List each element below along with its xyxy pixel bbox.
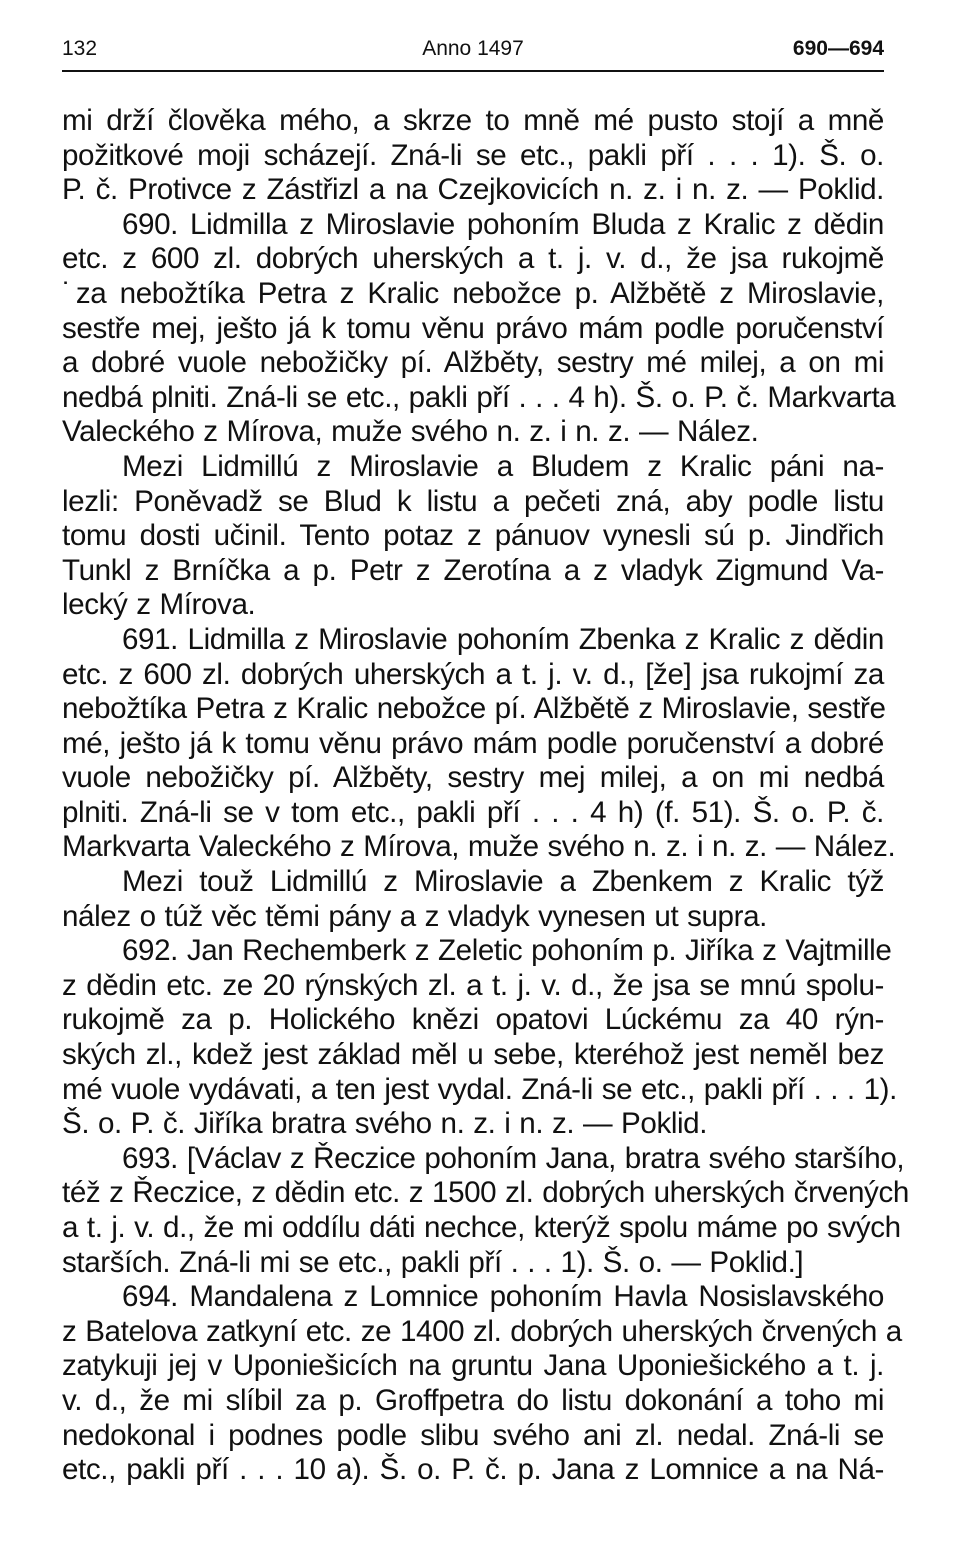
text-line: v. d., že mi slíbil za p. Groffpetra do listu dokonání a toho mi [62, 1383, 884, 1417]
text-line: ˙za nebožtíka Petra z Kralic nebožce p. Alžbětě z Miroslavie, [62, 276, 884, 310]
text-line: Mezi Lidmillú z Miroslavie a Bludem z Kralic páni na- [122, 449, 884, 483]
running-title: Anno 1497 [422, 37, 524, 60]
text-line: z dědin etc. ze 20 rýnských zl. a t. j. v. d., že jsa se mnú spolu- [62, 968, 884, 1002]
text-line: ských zl., kdež jest základ měl u sebe, kteréhož jest neměl bez [62, 1038, 884, 1072]
page-number: 132 [62, 37, 98, 60]
text-line: etc. z 600 zl. dobrých uherských a t. j. v. d., [že] jsa rukojmí za [62, 657, 884, 691]
text-line: 692. Jan Rechemberk z Zeletic pohoním p. Jiříka z Vajtmille [122, 934, 892, 968]
text-line: mi drží člověka mého, a skrze to mně mé pusto stojí a mně [62, 104, 884, 137]
text-line: a t. j. v. d., že mi oddílu dáti nechce, kterýž spolu máme po svých [62, 1211, 901, 1244]
text-line: požitkové moji scházejí. Zná-li se etc., pakli pří . . . 1). Š. o. [62, 138, 884, 172]
entry-range: 690—694 [792, 37, 884, 60]
text-line: lecký z Mírova. [62, 588, 256, 622]
text-line: Valeckého z Mírova, muže svého n. z. i n. z. — Nález. [62, 415, 759, 449]
text-line: 691. Lidmilla z Miroslavie pohoním Zbenka z Kralic z dědin [122, 622, 884, 656]
text-line: vuole nebožičky pí. Alžběty, sestry mej milej, a on mi nedbá [62, 761, 884, 795]
text-line: mé, ješto já k tomu věnu právo mám podle poručenství a dobré [62, 726, 884, 760]
text-line: Š. o. P. č. Jiříka bratra svého n. z. i n. z. — Poklid. [62, 1107, 708, 1141]
text-line: nález o túž věc těmi pány a z vladyk vynesen ut supra. [62, 899, 767, 933]
text-line: rukojmě za p. Holického knězi opatovi Lúckému za 40 rýn- [62, 1003, 884, 1037]
text-line: sestře mej, ješto já k tomu věnu právo mám podle poručenství [62, 311, 884, 345]
text-line: 694. Mandalena z Lomnice pohoním Havla Nosislavského [122, 1280, 884, 1314]
text-line: plniti. Zná-li se v tom etc., pakli pří . . . 4 h) (f. 51). Š. o. P. č. [62, 795, 884, 829]
text-line: nebožtíka Petra z Kralic nebožce pí. Alžbětě z Miroslavie, sestře [62, 692, 886, 726]
text-line: etc. z 600 zl. dobrých uherských a t. j. v. d., že jsa rukojmě [62, 242, 884, 276]
text-line: lezli: Poněvadž se Blud k listu a pečeti zná, aby podle listu [62, 484, 884, 518]
text-line: též z Řeczice, z dědin etc. z 1500 zl. dobrých uherských črvených [62, 1176, 909, 1210]
text-line: Markvarta Valeckého z Mírova, muže svého n. z. i n. z. — Nález. [62, 830, 896, 864]
text-line: 690. Lidmilla z Miroslavie pohoním Bluda z Kralic z dědin [122, 207, 884, 241]
text-line: nedokonal i podnes podle slibu svého ani zl. nedal. Zná-li se [62, 1418, 884, 1452]
text-line: zatykuji jej v Uponiešicích na gruntu Jana Uponiešického a t. j. [62, 1349, 884, 1383]
header-rule [62, 70, 884, 72]
text-line: z Batelova zatkyní etc. ze 1400 zl. dobrých uherských črvených a [62, 1314, 902, 1348]
text-line: tomu dosti učinil. Tento potaz z pánuov vynesli sú p. Jindřich [62, 519, 884, 553]
body-text [62, 104, 909, 1488]
text-line: mé vuole vydávati, a ten jest vydal. Zná-li se etc., pakli pří . . . 1). [62, 1072, 897, 1106]
page-header [62, 30, 884, 68]
text-line: starších. Zná-li mi se etc., pakli pří . . . 1). Š. o. — Poklid.] [62, 1245, 804, 1279]
text-line: a dobré vuole nebožičky pí. Alžběty, sestry mé milej, a on mi [62, 346, 884, 380]
text-line: Tunkl z Brníčka a p. Petr z Zerotína a z vladyk Zigmund Va- [62, 553, 884, 587]
text-line: etc., pakli pří . . . 10 a). Š. o. P. č. p. Jana z Lomnice a na Ná- [62, 1453, 884, 1487]
text-line: 693. [Václav z Řeczice pohoním Jana, bratra svého staršího, [122, 1141, 905, 1175]
text-line: P. č. Protivce z Zástřizl a na Czejkovicích n. z. i n. z. — Poklid. [62, 173, 884, 207]
text-line: nedbá plniti. Zná-li se etc., pakli pří . . . 4 h). Š. o. P. č. Markvarta [62, 380, 896, 414]
text-line: Mezi touž Lidmillú z Miroslavie a Zbenkem z Kralic týž [122, 865, 884, 899]
document-page [62, 30, 909, 1488]
